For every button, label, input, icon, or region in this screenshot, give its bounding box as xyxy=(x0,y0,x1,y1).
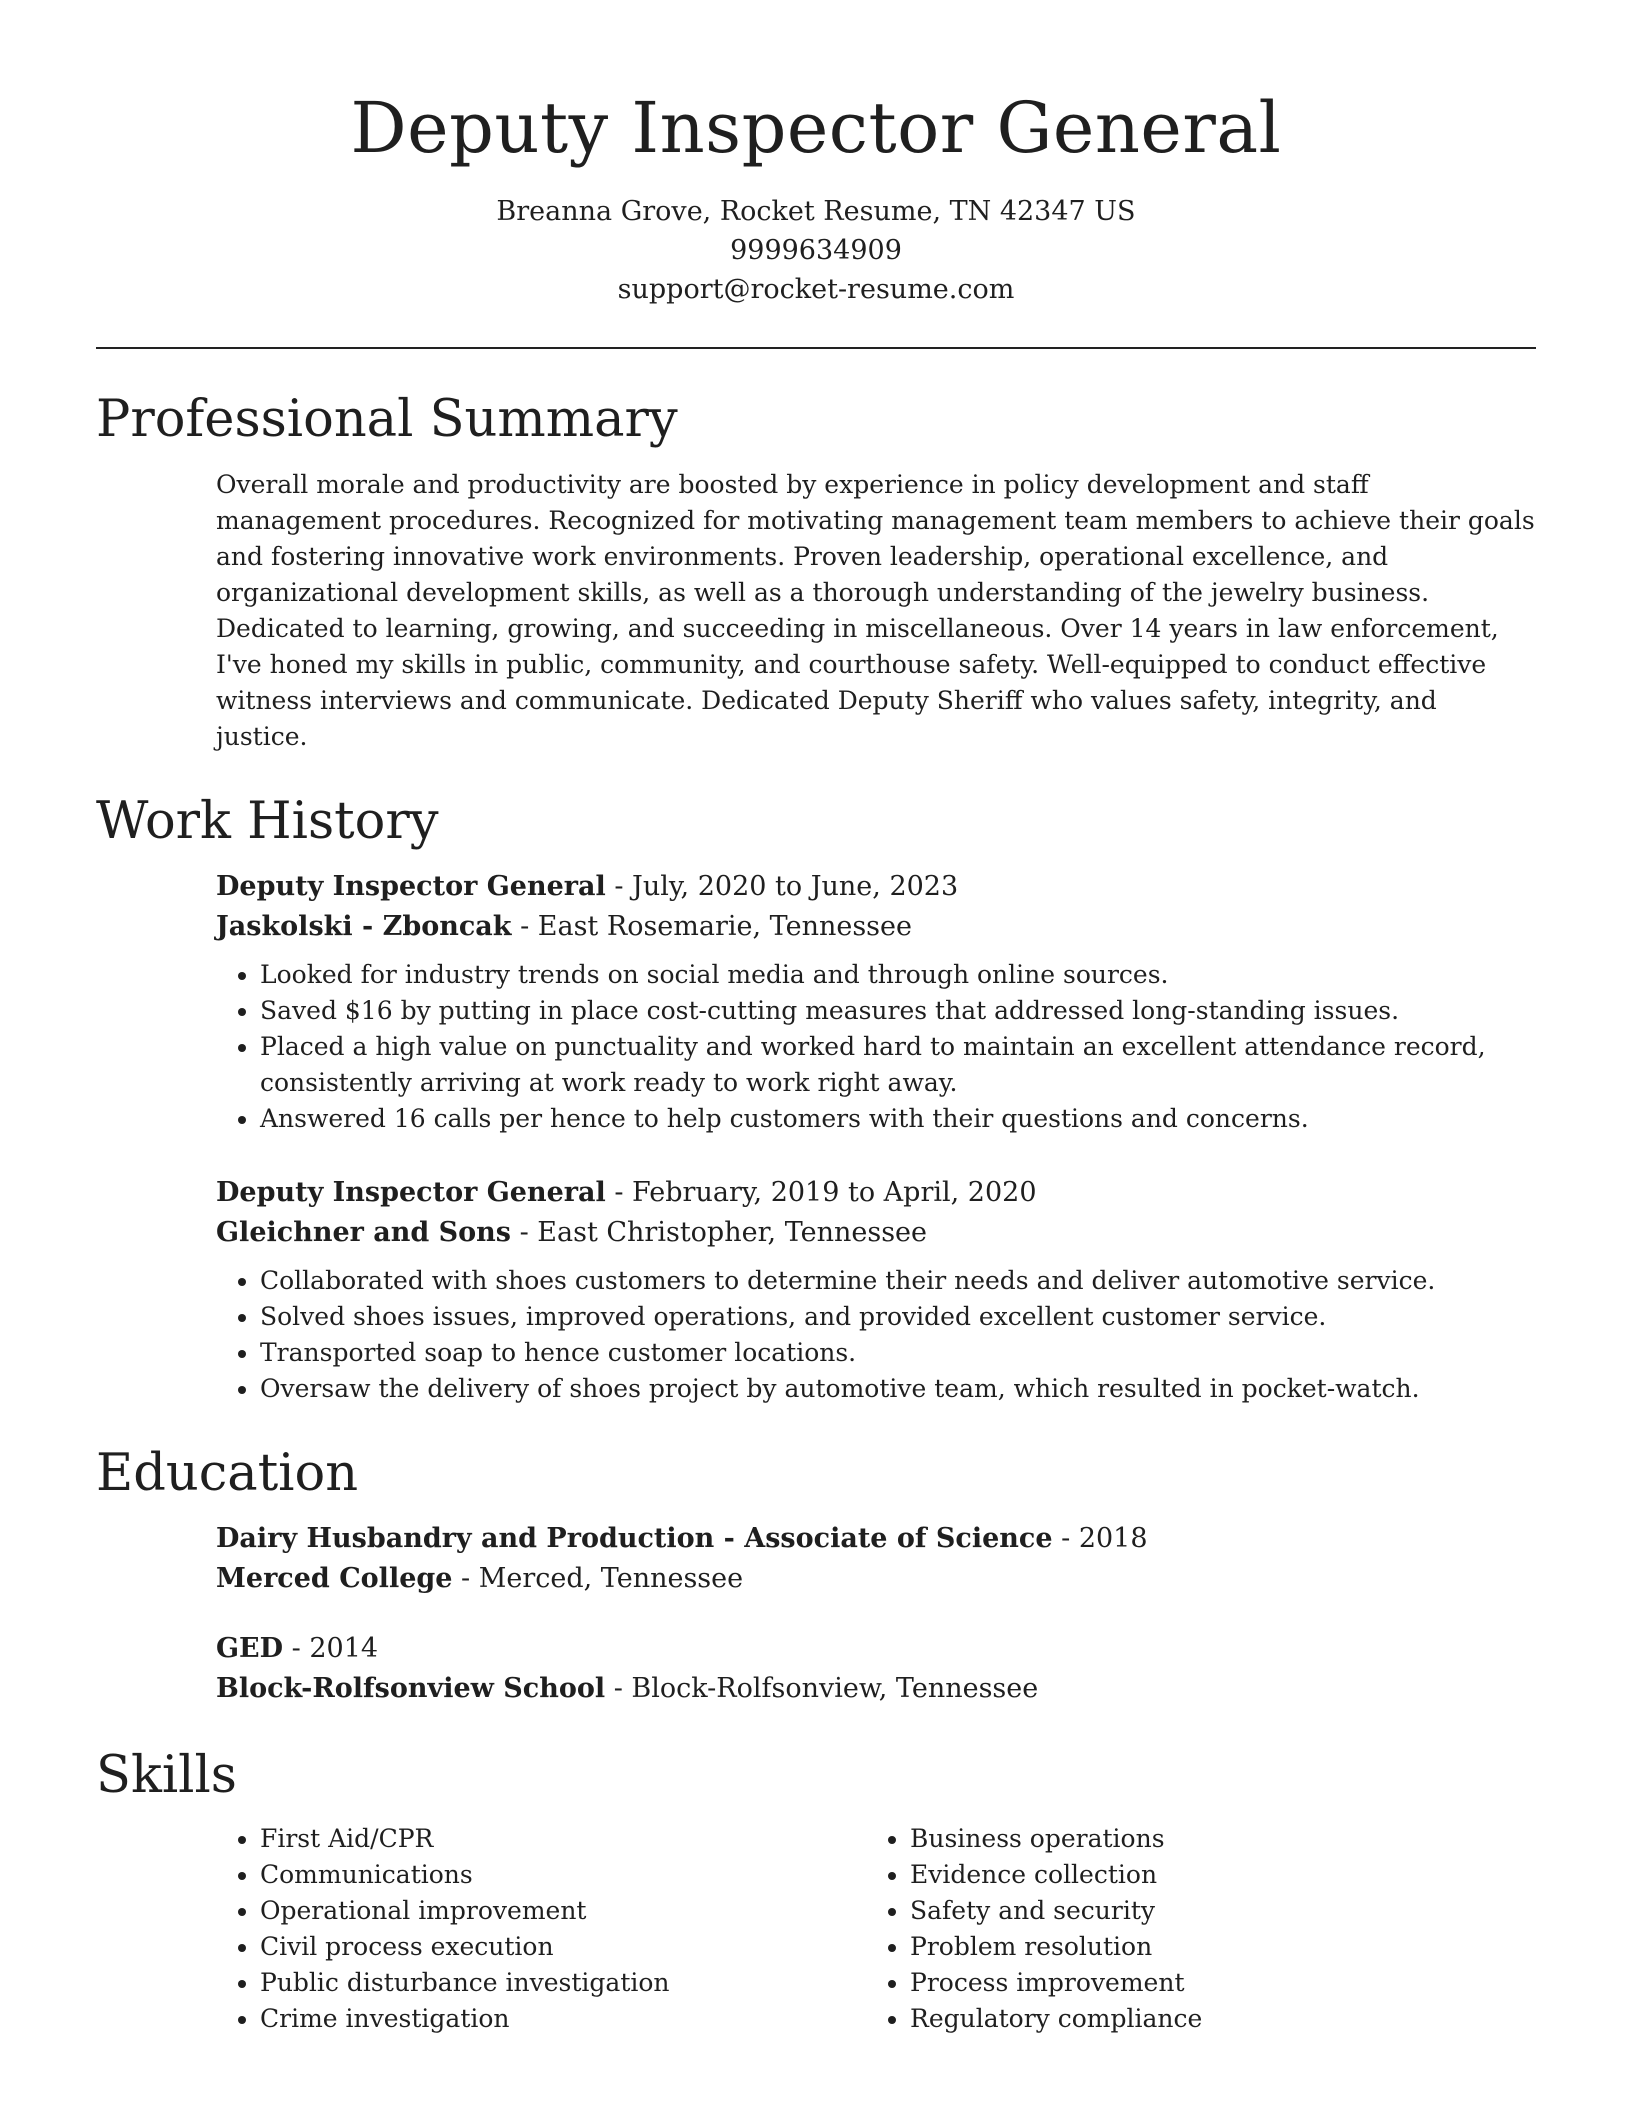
summary-text: Overall morale and productivity are boosted by experience in policy development and staff management procedures. Recognized for motivating management team members to achieve their goals and fostering innovative work environments. Proven leadership, operational excellence, and organizational development skills, as well as a thorough understanding of the jewelry business. Dedicated to learning, growing, and succeeding in miscellaneous. Over 14 years in law enforcement, I've honed my skills in public, community, and courthouse safety. Well-equipped to conduct effective witness interviews and communicate. Dedicated Deputy Sheriff who values safety, integrity, and justice. xyxy=(216,470,1535,751)
education-entry xyxy=(96,1629,1536,1709)
skills-left-column xyxy=(216,1821,866,2037)
skill-item: • Safety and security xyxy=(910,1893,1516,1929)
skill-item: • Problem resolution xyxy=(910,1929,1516,1965)
job-company-line xyxy=(216,907,1536,947)
job-company-line xyxy=(216,1213,1536,1253)
job-position: Deputy Inspector General xyxy=(216,1177,606,1208)
skill-item: • Business operations xyxy=(910,1821,1516,1857)
education-degree: GED xyxy=(216,1633,284,1664)
job-dates: - February, 2019 to April, 2020 xyxy=(605,1177,1037,1208)
skill-item: • Operational improvement xyxy=(260,1893,866,1929)
education-entry xyxy=(96,1519,1536,1599)
job-bullets xyxy=(216,1263,1536,1407)
job-location: - East Rosemarie, Tennessee xyxy=(511,911,912,942)
job-bullet: • Collaborated with shoes customers to determine their needs and deliver automotive service. xyxy=(260,1263,1536,1299)
job-bullet: • Answered 16 calls per hence to help customers with their questions and concerns. xyxy=(260,1101,1536,1137)
education-school: Merced College xyxy=(216,1563,453,1594)
education-section xyxy=(96,1443,1536,1709)
skill-item: • First Aid/CPR xyxy=(260,1821,866,1857)
contact-address: Breanna Grove, Rocket Resume, TN 42347 US xyxy=(496,196,1136,227)
job-entry xyxy=(96,1173,1536,1407)
job-bullet: • Saved $16 by putting in place cost-cutting measures that addressed long-standing issues. xyxy=(260,993,1536,1029)
job-bullet: • Looked for industry trends on social media and through online sources. xyxy=(260,957,1536,993)
contact-email: support@rocket-resume.com xyxy=(617,274,1015,305)
skill-item: • Public disturbance investigation xyxy=(260,1965,866,2001)
skill-item: • Civil process execution xyxy=(260,1929,866,1965)
job-location: - East Christopher, Tennessee xyxy=(511,1217,928,1248)
education-year: - 2014 xyxy=(283,1633,379,1664)
education-school-line xyxy=(216,1559,1536,1599)
job-title-line xyxy=(216,867,1536,907)
education-location: - Block-Rolfsonview, Tennessee xyxy=(605,1673,1039,1704)
skill-item: • Communications xyxy=(260,1857,866,1893)
education-heading: Education xyxy=(96,1444,359,1503)
education-degree: Dairy Husbandry and Production - Associate of Science xyxy=(216,1523,1053,1554)
job-position: Deputy Inspector General xyxy=(216,871,606,902)
education-degree-line xyxy=(216,1629,1536,1669)
summary-section xyxy=(96,389,1536,755)
candidate-title: Deputy Inspector General xyxy=(350,87,1282,169)
education-school: Block-Rolfsonview School xyxy=(216,1673,606,1704)
work-history-heading: Work History xyxy=(96,792,439,851)
job-title-line xyxy=(216,1173,1536,1213)
education-school-line xyxy=(216,1669,1536,1709)
resume-header xyxy=(96,0,1536,309)
work-history-section xyxy=(96,791,1536,1407)
skill-item: • Regulatory compliance xyxy=(910,2001,1516,2037)
skill-item: • Crime investigation xyxy=(260,2001,866,2037)
job-company: Gleichner and Sons xyxy=(216,1217,511,1248)
education-degree-line xyxy=(216,1519,1536,1559)
skill-item: • Process improvement xyxy=(910,1965,1516,2001)
job-bullets xyxy=(216,957,1536,1137)
job-bullet: • Transported soap to hence customer locations. xyxy=(260,1335,1536,1371)
summary-heading: Professional Summary xyxy=(96,390,678,449)
skill-item: • Evidence collection xyxy=(910,1857,1516,1893)
job-dates: - July, 2020 to June, 2023 xyxy=(605,871,959,902)
job-bullet: • Oversaw the delivery of shoes project by automotive team, which resulted in pocket-watch. xyxy=(260,1371,1536,1407)
contact-phone: 9999634909 xyxy=(730,235,902,266)
skills-columns xyxy=(96,1821,1536,2037)
skills-section xyxy=(96,1745,1536,2037)
skills-right-column xyxy=(866,1821,1516,2037)
job-bullet: • Solved shoes issues, improved operations, and provided excellent customer service. xyxy=(260,1299,1536,1335)
job-bullet: • Placed a high value on punctuality and worked hard to maintain an excellent attendance record, consistently arriving at work ready to work right away. xyxy=(260,1029,1536,1101)
education-location: - Merced, Tennessee xyxy=(452,1563,744,1594)
job-company: Jaskolski - Zboncak xyxy=(216,911,512,942)
skills-heading: Skills xyxy=(96,1746,237,1805)
education-year: - 2018 xyxy=(1052,1523,1148,1554)
job-entry xyxy=(96,867,1536,1137)
contact-block xyxy=(96,192,1536,309)
header-divider xyxy=(96,347,1536,349)
